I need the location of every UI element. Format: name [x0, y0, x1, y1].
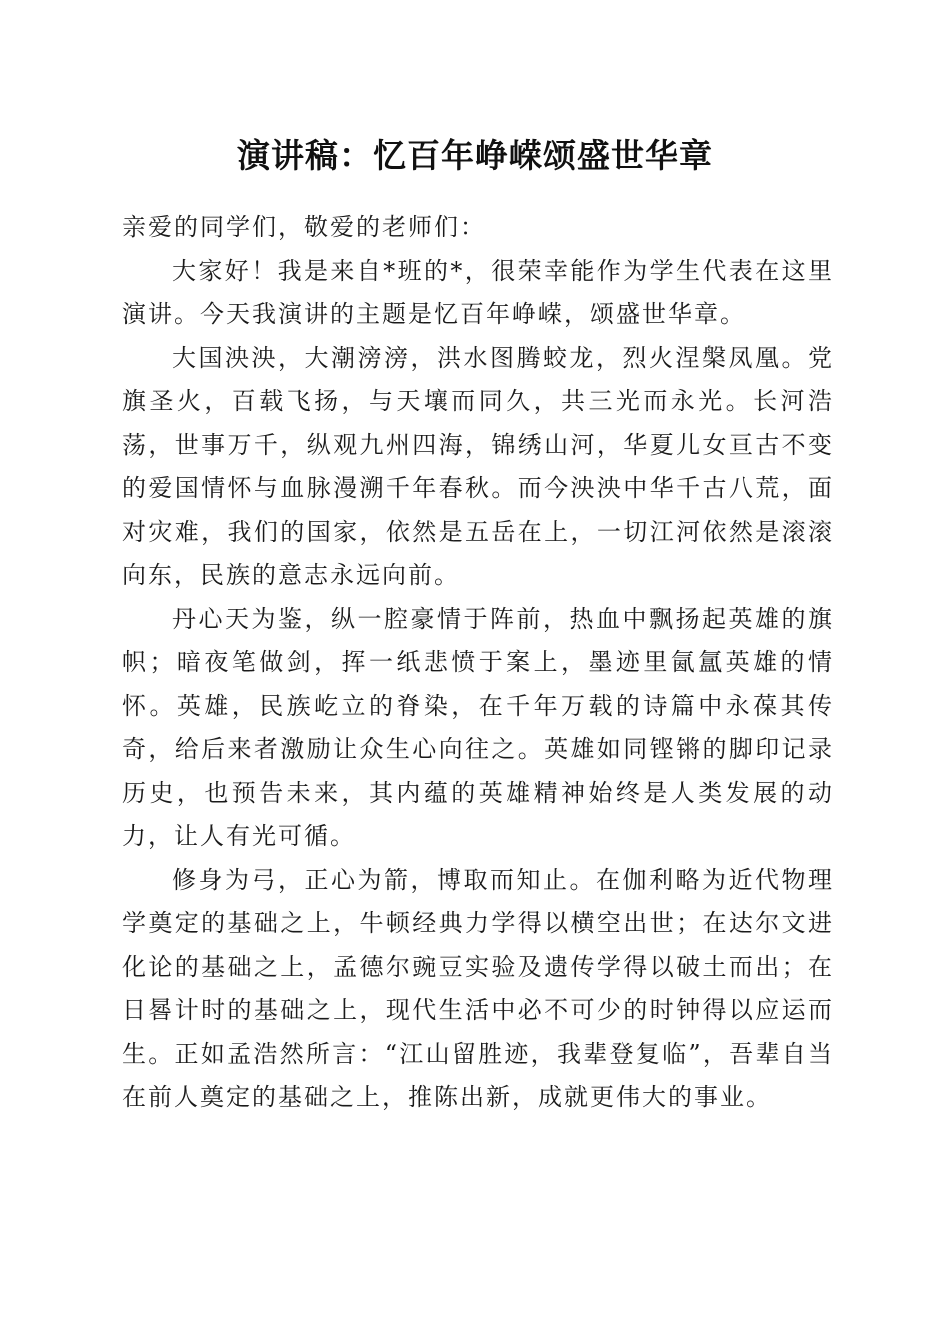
salutation: 亲爱的同学们，敬爱的老师们： — [122, 213, 486, 241]
paragraph-learning: 修身为弓，正心为箭，博取而知止。在伽利略为近代物理学奠定的基础之上，牛顿经典力学得以横空出世；在达尔文进化论的基础之上，孟德尔豌豆实验及遗传学得以破土而出；在日晷计时的基础之上，现代生活中必不可少的时钟得以应运而生。正如孟浩然所言：“江山留胜迹，我辈登复临”，吾辈自当在前人奠定的基础之上，推陈出新，成就更伟大的事业。 — [122, 865, 834, 1111]
document-body — [122, 206, 834, 1120]
paragraph-nation: 大国泱泱，大潮滂滂，洪水图腾蛟龙，烈火涅槃凤凰。党旗圣火，百载飞扬，与天壤而同久，共三光而永光。长河浩荡，世事万千，纵观九州四海，锦绣山河，华夏儿女亘古不变的爱国情怀与血脉漫溯千年春秋。而今泱泱中华千古八荒，面对灾难，我们的国家，依然是五岳在上，一切江河依然是滚滚向东，民族的意志永远向前。 — [122, 343, 834, 589]
document-title: 演讲稿：忆百年峥嵘颂盛世华章 — [237, 136, 713, 175]
paragraph-heroes: 丹心天为鉴，纵一腔豪情于阵前，热血中飘扬起英雄的旗帜；暗夜笔做剑，挥一纸悲愤于案上，墨迹里氤氲英雄的情怀。英雄，民族屹立的脊染，在千年万载的诗篇中永葆其传奇，给后来者激励让众生心向往之。英雄如同铿锵的脚印记录历史，也预告未来，其内蕴的英雄精神始终是人类发展的动力，让人有光可循。 — [122, 604, 834, 850]
paragraph-greeting: 大家好！我是来自*班的*，很荣幸能作为学生代表在这里演讲。今天我演讲的主题是忆百年峥嵘，颂盛世华章。 — [122, 256, 834, 328]
